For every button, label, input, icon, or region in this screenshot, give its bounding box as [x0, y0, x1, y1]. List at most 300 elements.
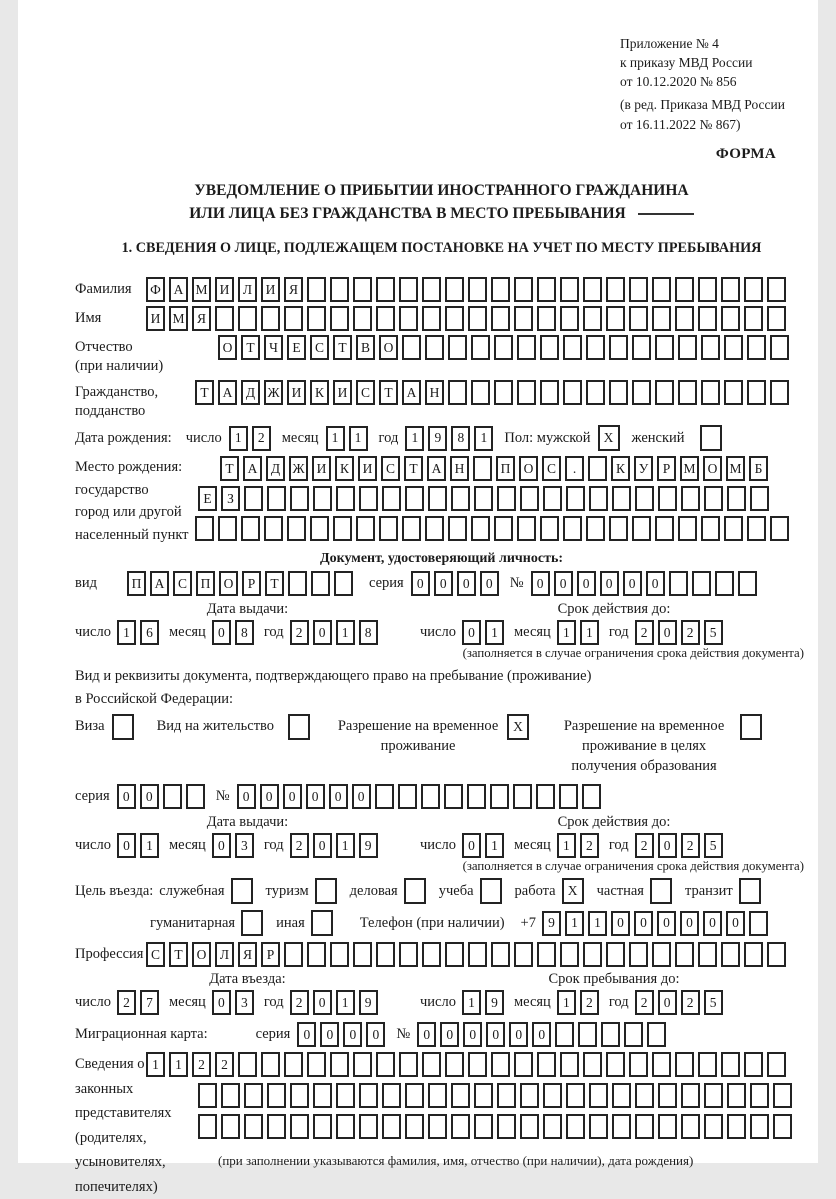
char-cell[interactable]: 3 [235, 990, 254, 1015]
char-cell[interactable] [244, 1114, 263, 1139]
char-cell[interactable] [448, 380, 467, 405]
char-cell[interactable] [583, 306, 602, 331]
char-cell[interactable] [267, 486, 286, 511]
char-cell[interactable] [632, 516, 651, 541]
char-cell[interactable] [402, 516, 421, 541]
char-cell[interactable]: 1 [485, 620, 504, 645]
char-cell[interactable]: Т [169, 942, 188, 967]
char-cell[interactable] [589, 486, 608, 511]
char-cell[interactable] [218, 516, 237, 541]
char-cell[interactable] [675, 277, 694, 302]
char-cell[interactable] [566, 1083, 585, 1108]
char-cell[interactable] [635, 1083, 654, 1108]
char-cell[interactable] [586, 380, 605, 405]
char-cell[interactable] [330, 1052, 349, 1077]
char-cell[interactable] [701, 516, 720, 541]
char-cell[interactable] [490, 784, 509, 809]
char-cell[interactable]: 2 [580, 833, 599, 858]
char-cell[interactable] [658, 486, 677, 511]
char-cell[interactable] [560, 277, 579, 302]
char-cell[interactable]: Е [198, 486, 217, 511]
char-cell[interactable] [336, 486, 355, 511]
char-cell[interactable] [399, 1052, 418, 1077]
char-cell[interactable] [588, 456, 607, 481]
char-cell[interactable] [336, 1114, 355, 1139]
char-cell[interactable] [767, 1052, 786, 1077]
char-cell[interactable] [399, 306, 418, 331]
char-cell[interactable]: О [219, 571, 238, 596]
char-cell[interactable]: О [379, 335, 398, 360]
char-cell[interactable] [770, 335, 789, 360]
char-cell[interactable] [376, 942, 395, 967]
char-cell[interactable]: А [427, 456, 446, 481]
char-cell[interactable] [624, 1022, 643, 1047]
char-cell[interactable]: С [381, 456, 400, 481]
char-cell[interactable] [405, 486, 424, 511]
char-cell[interactable]: У [634, 456, 653, 481]
char-cell[interactable]: Ф [146, 277, 165, 302]
char-cell[interactable] [715, 571, 734, 596]
char-cell[interactable] [609, 380, 628, 405]
char-cell[interactable] [583, 942, 602, 967]
char-cell[interactable] [444, 784, 463, 809]
char-cell[interactable] [353, 1052, 372, 1077]
char-cell[interactable] [290, 486, 309, 511]
char-cell[interactable]: И [287, 380, 306, 405]
char-cell[interactable] [517, 380, 536, 405]
char-cell[interactable] [382, 1083, 401, 1108]
char-cell[interactable] [606, 942, 625, 967]
char-cell[interactable] [540, 380, 559, 405]
char-cell[interactable]: 0 [434, 571, 453, 596]
char-cell[interactable]: 0 [306, 784, 325, 809]
char-cell[interactable]: 0 [117, 833, 136, 858]
char-cell[interactable] [678, 380, 697, 405]
char-cell[interactable] [678, 516, 697, 541]
char-cell[interactable] [563, 516, 582, 541]
char-cell[interactable] [698, 277, 717, 302]
char-cell[interactable] [635, 486, 654, 511]
char-cell[interactable]: Н [450, 456, 469, 481]
char-cell[interactable] [652, 942, 671, 967]
char-cell[interactable] [241, 516, 260, 541]
char-cell[interactable] [313, 1114, 332, 1139]
char-cell[interactable]: 8 [359, 620, 378, 645]
char-cell[interactable] [704, 1114, 723, 1139]
char-cell[interactable] [721, 1052, 740, 1077]
char-cell[interactable] [560, 306, 579, 331]
char-cell[interactable] [750, 1114, 769, 1139]
char-cell[interactable]: Т [220, 456, 239, 481]
char-cell[interactable] [612, 1114, 631, 1139]
char-cell[interactable]: Н [425, 380, 444, 405]
char-cell[interactable]: 0 [212, 620, 231, 645]
char-cell[interactable] [221, 1114, 240, 1139]
char-cell[interactable]: П [196, 571, 215, 596]
char-cell[interactable] [284, 1052, 303, 1077]
char-cell[interactable] [451, 486, 470, 511]
purpose-tourism-checkbox[interactable] [315, 878, 337, 904]
char-cell[interactable] [448, 335, 467, 360]
char-cell[interactable]: 0 [343, 1022, 362, 1047]
char-cell[interactable] [359, 1114, 378, 1139]
char-cell[interactable] [398, 784, 417, 809]
char-cell[interactable] [578, 1022, 597, 1047]
char-cell[interactable] [422, 277, 441, 302]
char-cell[interactable]: Д [241, 380, 260, 405]
char-cell[interactable]: 0 [463, 1022, 482, 1047]
char-cell[interactable] [330, 277, 349, 302]
purpose-work-checkbox[interactable]: X [562, 878, 584, 904]
char-cell[interactable] [399, 942, 418, 967]
char-cell[interactable] [290, 1114, 309, 1139]
char-cell[interactable] [307, 942, 326, 967]
char-cell[interactable] [698, 942, 717, 967]
char-cell[interactable] [494, 516, 513, 541]
char-cell[interactable]: Т [404, 456, 423, 481]
char-cell[interactable] [244, 1083, 263, 1108]
char-cell[interactable]: Т [265, 571, 284, 596]
char-cell[interactable]: И [333, 380, 352, 405]
char-cell[interactable] [451, 1083, 470, 1108]
char-cell[interactable] [658, 1114, 677, 1139]
char-cell[interactable]: С [146, 942, 165, 967]
char-cell[interactable]: 9 [359, 990, 378, 1015]
char-cell[interactable] [238, 306, 257, 331]
char-cell[interactable]: 0 [623, 571, 642, 596]
char-cell[interactable]: 2 [681, 833, 700, 858]
char-cell[interactable] [382, 1114, 401, 1139]
char-cell[interactable] [428, 1114, 447, 1139]
char-cell[interactable] [727, 486, 746, 511]
char-cell[interactable] [520, 1083, 539, 1108]
char-cell[interactable] [264, 516, 283, 541]
char-cell[interactable] [724, 516, 743, 541]
char-cell[interactable] [261, 306, 280, 331]
char-cell[interactable] [473, 456, 492, 481]
char-cell[interactable]: 0 [329, 784, 348, 809]
char-cell[interactable] [471, 335, 490, 360]
char-cell[interactable] [186, 784, 205, 809]
char-cell[interactable] [399, 277, 418, 302]
purpose-transit-checkbox[interactable] [739, 878, 761, 904]
char-cell[interactable] [744, 306, 763, 331]
char-cell[interactable] [195, 516, 214, 541]
char-cell[interactable] [586, 516, 605, 541]
char-cell[interactable] [770, 380, 789, 405]
char-cell[interactable] [698, 306, 717, 331]
char-cell[interactable] [609, 335, 628, 360]
char-cell[interactable]: О [192, 942, 211, 967]
char-cell[interactable]: 0 [554, 571, 573, 596]
char-cell[interactable]: 0 [726, 911, 745, 936]
char-cell[interactable] [681, 1114, 700, 1139]
char-cell[interactable]: М [680, 456, 699, 481]
char-cell[interactable]: Е [287, 335, 306, 360]
char-cell[interactable]: С [310, 335, 329, 360]
char-cell[interactable] [629, 1052, 648, 1077]
purpose-business-checkbox[interactable] [404, 878, 426, 904]
char-cell[interactable] [767, 942, 786, 967]
char-cell[interactable] [632, 380, 651, 405]
char-cell[interactable]: 2 [290, 620, 309, 645]
char-cell[interactable]: Т [241, 335, 260, 360]
char-cell[interactable] [334, 571, 353, 596]
char-cell[interactable]: Л [215, 942, 234, 967]
char-cell[interactable]: 0 [237, 784, 256, 809]
char-cell[interactable]: 1 [588, 911, 607, 936]
char-cell[interactable] [451, 1114, 470, 1139]
char-cell[interactable]: 0 [680, 911, 699, 936]
char-cell[interactable]: 1 [229, 426, 248, 451]
char-cell[interactable] [471, 380, 490, 405]
char-cell[interactable]: 2 [290, 990, 309, 1015]
char-cell[interactable]: К [335, 456, 354, 481]
char-cell[interactable] [313, 1083, 332, 1108]
char-cell[interactable]: 9 [359, 833, 378, 858]
char-cell[interactable] [537, 1052, 556, 1077]
char-cell[interactable]: 1 [580, 620, 599, 645]
char-cell[interactable]: З [221, 486, 240, 511]
char-cell[interactable] [658, 1083, 677, 1108]
char-cell[interactable]: 2 [635, 990, 654, 1015]
char-cell[interactable] [238, 1052, 257, 1077]
char-cell[interactable] [583, 277, 602, 302]
char-cell[interactable]: Т [333, 335, 352, 360]
char-cell[interactable]: 0 [457, 571, 476, 596]
char-cell[interactable]: 1 [336, 990, 355, 1015]
char-cell[interactable]: 0 [320, 1022, 339, 1047]
char-cell[interactable]: И [146, 306, 165, 331]
char-cell[interactable]: Т [379, 380, 398, 405]
char-cell[interactable]: П [127, 571, 146, 596]
char-cell[interactable] [652, 277, 671, 302]
char-cell[interactable]: 1 [405, 426, 424, 451]
char-cell[interactable]: 1 [326, 426, 345, 451]
char-cell[interactable] [267, 1114, 286, 1139]
char-cell[interactable]: 1 [336, 620, 355, 645]
char-cell[interactable]: И [261, 277, 280, 302]
char-cell[interactable] [520, 1114, 539, 1139]
char-cell[interactable] [744, 277, 763, 302]
char-cell[interactable] [612, 1083, 631, 1108]
char-cell[interactable] [333, 516, 352, 541]
char-cell[interactable]: Р [657, 456, 676, 481]
char-cell[interactable] [497, 486, 516, 511]
char-cell[interactable] [566, 1114, 585, 1139]
char-cell[interactable]: 0 [462, 833, 481, 858]
char-cell[interactable] [555, 1022, 574, 1047]
char-cell[interactable] [288, 571, 307, 596]
char-cell[interactable]: А [150, 571, 169, 596]
char-cell[interactable] [669, 571, 688, 596]
char-cell[interactable]: С [356, 380, 375, 405]
char-cell[interactable] [698, 1052, 717, 1077]
char-cell[interactable] [747, 335, 766, 360]
char-cell[interactable] [198, 1114, 217, 1139]
char-cell[interactable] [635, 1114, 654, 1139]
char-cell[interactable]: Я [284, 277, 303, 302]
char-cell[interactable] [773, 1083, 792, 1108]
purpose-private-checkbox[interactable] [650, 878, 672, 904]
char-cell[interactable] [307, 1052, 326, 1077]
char-cell[interactable] [727, 1083, 746, 1108]
char-cell[interactable]: 1 [557, 833, 576, 858]
char-cell[interactable]: 1 [336, 833, 355, 858]
char-cell[interactable]: 1 [146, 1052, 165, 1077]
char-cell[interactable] [560, 1052, 579, 1077]
char-cell[interactable] [376, 1052, 395, 1077]
char-cell[interactable] [724, 335, 743, 360]
char-cell[interactable] [582, 784, 601, 809]
char-cell[interactable] [744, 1052, 763, 1077]
char-cell[interactable] [606, 1052, 625, 1077]
char-cell[interactable]: 0 [532, 1022, 551, 1047]
char-cell[interactable] [471, 516, 490, 541]
char-cell[interactable]: Р [242, 571, 261, 596]
char-cell[interactable]: 2 [215, 1052, 234, 1077]
char-cell[interactable] [379, 516, 398, 541]
char-cell[interactable] [652, 1052, 671, 1077]
char-cell[interactable]: 0 [417, 1022, 436, 1047]
char-cell[interactable]: 1 [349, 426, 368, 451]
char-cell[interactable]: 0 [657, 911, 676, 936]
char-cell[interactable] [601, 1022, 620, 1047]
char-cell[interactable]: Б [749, 456, 768, 481]
char-cell[interactable] [704, 486, 723, 511]
char-cell[interactable] [647, 1022, 666, 1047]
char-cell[interactable] [563, 380, 582, 405]
char-cell[interactable] [215, 306, 234, 331]
char-cell[interactable]: 6 [140, 620, 159, 645]
char-cell[interactable]: 1 [485, 833, 504, 858]
char-cell[interactable] [491, 942, 510, 967]
char-cell[interactable] [675, 306, 694, 331]
char-cell[interactable]: М [192, 277, 211, 302]
char-cell[interactable]: 0 [140, 784, 159, 809]
char-cell[interactable]: 0 [577, 571, 596, 596]
char-cell[interactable] [221, 1083, 240, 1108]
char-cell[interactable]: О [703, 456, 722, 481]
char-cell[interactable]: 0 [600, 571, 619, 596]
char-cell[interactable]: 3 [235, 833, 254, 858]
char-cell[interactable] [514, 306, 533, 331]
char-cell[interactable] [287, 516, 306, 541]
char-cell[interactable]: 1 [117, 620, 136, 645]
char-cell[interactable]: 0 [462, 620, 481, 645]
char-cell[interactable] [514, 277, 533, 302]
char-cell[interactable]: 0 [297, 1022, 316, 1047]
char-cell[interactable] [497, 1083, 516, 1108]
char-cell[interactable]: Ч [264, 335, 283, 360]
char-cell[interactable] [494, 335, 513, 360]
char-cell[interactable] [517, 335, 536, 360]
char-cell[interactable]: 0 [646, 571, 665, 596]
char-cell[interactable] [704, 1083, 723, 1108]
char-cell[interactable]: . [565, 456, 584, 481]
char-cell[interactable]: Д [266, 456, 285, 481]
char-cell[interactable] [307, 277, 326, 302]
char-cell[interactable] [402, 335, 421, 360]
char-cell[interactable]: 9 [485, 990, 504, 1015]
char-cell[interactable]: 2 [252, 426, 271, 451]
char-cell[interactable] [445, 306, 464, 331]
char-cell[interactable]: 0 [658, 990, 677, 1015]
char-cell[interactable] [724, 380, 743, 405]
char-cell[interactable]: А [402, 380, 421, 405]
char-cell[interactable]: 0 [313, 990, 332, 1015]
char-cell[interactable]: 0 [313, 620, 332, 645]
char-cell[interactable] [721, 942, 740, 967]
char-cell[interactable]: 2 [580, 990, 599, 1015]
char-cell[interactable]: 0 [634, 911, 653, 936]
char-cell[interactable] [376, 277, 395, 302]
char-cell[interactable]: 9 [542, 911, 561, 936]
char-cell[interactable] [655, 335, 674, 360]
char-cell[interactable] [428, 1083, 447, 1108]
char-cell[interactable] [721, 277, 740, 302]
char-cell[interactable] [474, 486, 493, 511]
char-cell[interactable] [491, 277, 510, 302]
char-cell[interactable]: Я [238, 942, 257, 967]
char-cell[interactable] [198, 1083, 217, 1108]
char-cell[interactable] [428, 486, 447, 511]
char-cell[interactable] [267, 1083, 286, 1108]
char-cell[interactable] [468, 277, 487, 302]
char-cell[interactable] [468, 942, 487, 967]
char-cell[interactable] [744, 942, 763, 967]
char-cell[interactable] [747, 380, 766, 405]
char-cell[interactable]: 0 [480, 571, 499, 596]
char-cell[interactable] [681, 486, 700, 511]
visa-checkbox[interactable] [112, 714, 134, 740]
char-cell[interactable] [491, 1052, 510, 1077]
char-cell[interactable] [353, 306, 372, 331]
char-cell[interactable] [589, 1114, 608, 1139]
char-cell[interactable] [678, 335, 697, 360]
char-cell[interactable] [313, 486, 332, 511]
char-cell[interactable] [290, 1083, 309, 1108]
char-cell[interactable]: К [310, 380, 329, 405]
char-cell[interactable] [537, 306, 556, 331]
char-cell[interactable]: 0 [212, 990, 231, 1015]
char-cell[interactable]: 5 [704, 990, 723, 1015]
char-cell[interactable] [586, 335, 605, 360]
char-cell[interactable]: Ж [289, 456, 308, 481]
char-cell[interactable] [359, 486, 378, 511]
char-cell[interactable]: 0 [212, 833, 231, 858]
char-cell[interactable]: 2 [681, 990, 700, 1015]
char-cell[interactable] [675, 942, 694, 967]
char-cell[interactable] [655, 516, 674, 541]
char-cell[interactable]: Т [195, 380, 214, 405]
char-cell[interactable] [632, 335, 651, 360]
char-cell[interactable]: 0 [352, 784, 371, 809]
char-cell[interactable] [537, 942, 556, 967]
char-cell[interactable] [425, 335, 444, 360]
char-cell[interactable] [747, 516, 766, 541]
char-cell[interactable]: 9 [428, 426, 447, 451]
char-cell[interactable] [467, 784, 486, 809]
char-cell[interactable]: 2 [192, 1052, 211, 1077]
char-cell[interactable] [307, 306, 326, 331]
char-cell[interactable] [559, 784, 578, 809]
char-cell[interactable] [537, 277, 556, 302]
char-cell[interactable]: А [169, 277, 188, 302]
purpose-humanitarian-checkbox[interactable] [241, 910, 263, 936]
char-cell[interactable]: И [215, 277, 234, 302]
char-cell[interactable]: 5 [704, 833, 723, 858]
